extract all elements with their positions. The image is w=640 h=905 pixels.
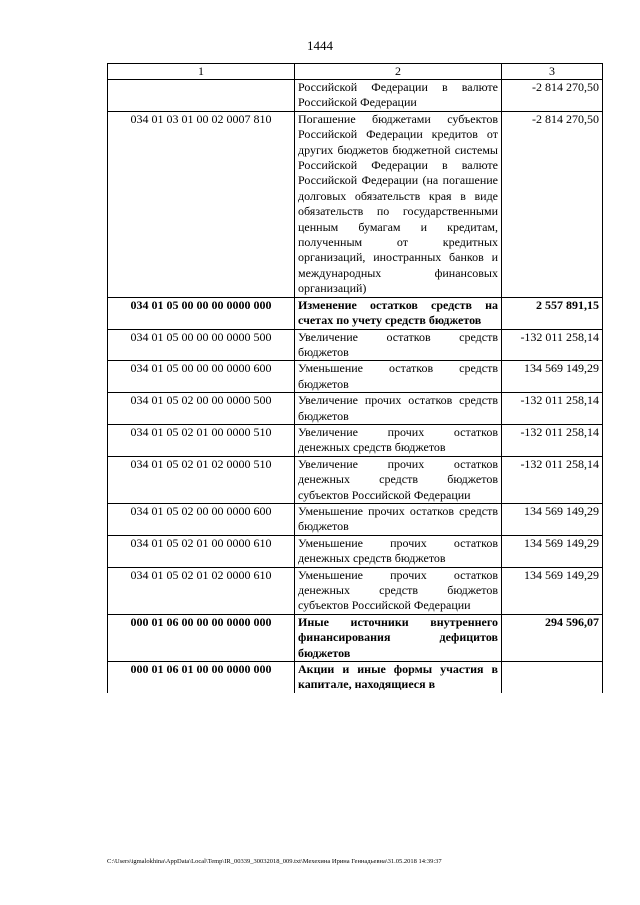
amount-cell: -2 814 270,50 [502,80,603,112]
description-cell: Уменьшение остатков средств бюджетов [295,361,502,393]
amount-cell: 134 569 149,29 [502,361,603,393]
description-cell: Акции и иные формы участия в капитале, находящиеся в [295,662,502,693]
amount-cell: -2 814 270,50 [502,111,603,297]
table-row [108,329,603,361]
table-row [108,535,603,567]
budget-code-cell: 000 01 06 00 00 00 0000 000 [108,614,295,661]
description-cell: Увеличение прочих остатков денежных средств бюджетов субъектов Российской Федерации [295,456,502,503]
budget-code-cell: 034 01 05 02 00 00 0000 600 [108,503,295,535]
budget-code-cell: 034 01 05 00 00 00 0000 000 [108,297,295,329]
budget-code-cell: 034 01 05 02 01 02 0000 510 [108,456,295,503]
amount-cell: -132 011 258,14 [502,393,603,425]
description-cell: Уменьшение прочих остатков денежных средств бюджетов субъектов Российской Федерации [295,567,502,614]
budget-code-cell: 034 01 05 00 00 00 0000 500 [108,329,295,361]
table-header-row [108,64,603,80]
budget-code-cell: 034 01 03 01 00 02 0007 810 [108,111,295,297]
description-cell: Российской Федерации в валюте Российской Федерации [295,80,502,112]
budget-code-cell: 034 01 05 02 01 00 0000 610 [108,535,295,567]
table-row [108,567,603,614]
budget-code-cell: 034 01 05 02 00 00 0000 500 [108,393,295,425]
table-row [108,662,603,693]
amount-cell: -132 011 258,14 [502,329,603,361]
table-row [108,503,603,535]
amount-cell: -132 011 258,14 [502,456,603,503]
table-row [108,393,603,425]
description-cell: Иные источники внутреннего финансирования дефицитов бюджетов [295,614,502,661]
table-row [108,361,603,393]
column-header: 3 [502,64,603,80]
description-cell: Увеличение прочих остатков денежных средств бюджетов [295,424,502,456]
table-row [108,614,603,661]
description-cell: Погашение бюджетами субъектов Российской Федерации кредитов от других бюджетов бюджетной системы Российской Федерации в валюте Российской Федерации (на погашение долговых обязательств края в виде обязательств по государственными ценным бумагам и кредитам, полученным от кредитных организаций, иностранных банков и международных финансовых организаций) [295,111,502,297]
amount-cell: 134 569 149,29 [502,535,603,567]
amount-cell: 134 569 149,29 [502,567,603,614]
amount-cell [502,662,603,693]
column-header: 2 [295,64,502,80]
table-row [108,424,603,456]
budget-code-cell: 000 01 06 01 00 00 0000 000 [108,662,295,693]
amount-cell: -132 011 258,14 [502,424,603,456]
budget-code-cell: 034 01 05 00 00 00 0000 600 [108,361,295,393]
column-header: 1 [108,64,295,80]
description-cell: Увеличение прочих остатков средств бюджетов [295,393,502,425]
table-row [108,80,603,112]
file-path-footer: C:\Users\igmalokhina\AppData\Local\Temp\IR_00339_30032018_009.txt\Мехехина Ирина Геннадьевна\31.05.2018 14:39:37 [107,858,442,865]
page-number: 1444 [307,38,333,53]
amount-cell: 134 569 149,29 [502,503,603,535]
amount-cell: 2 557 891,15 [502,297,603,329]
budget-code-cell: 034 01 05 02 01 02 0000 610 [108,567,295,614]
table-row [108,456,603,503]
budget-code-cell: 034 01 05 02 01 00 0000 510 [108,424,295,456]
description-cell: Увеличение остатков средств бюджетов [295,329,502,361]
description-cell: Уменьшение прочих остатков средств бюджетов [295,503,502,535]
description-cell: Изменение остатков средств на счетах по учету средств бюджетов [295,297,502,329]
budget-sources-table [107,63,603,693]
table-row [108,297,603,329]
table-row [108,111,603,297]
budget-code-cell [108,80,295,112]
description-cell: Уменьшение прочих остатков денежных средств бюджетов [295,535,502,567]
amount-cell: 294 596,07 [502,614,603,661]
